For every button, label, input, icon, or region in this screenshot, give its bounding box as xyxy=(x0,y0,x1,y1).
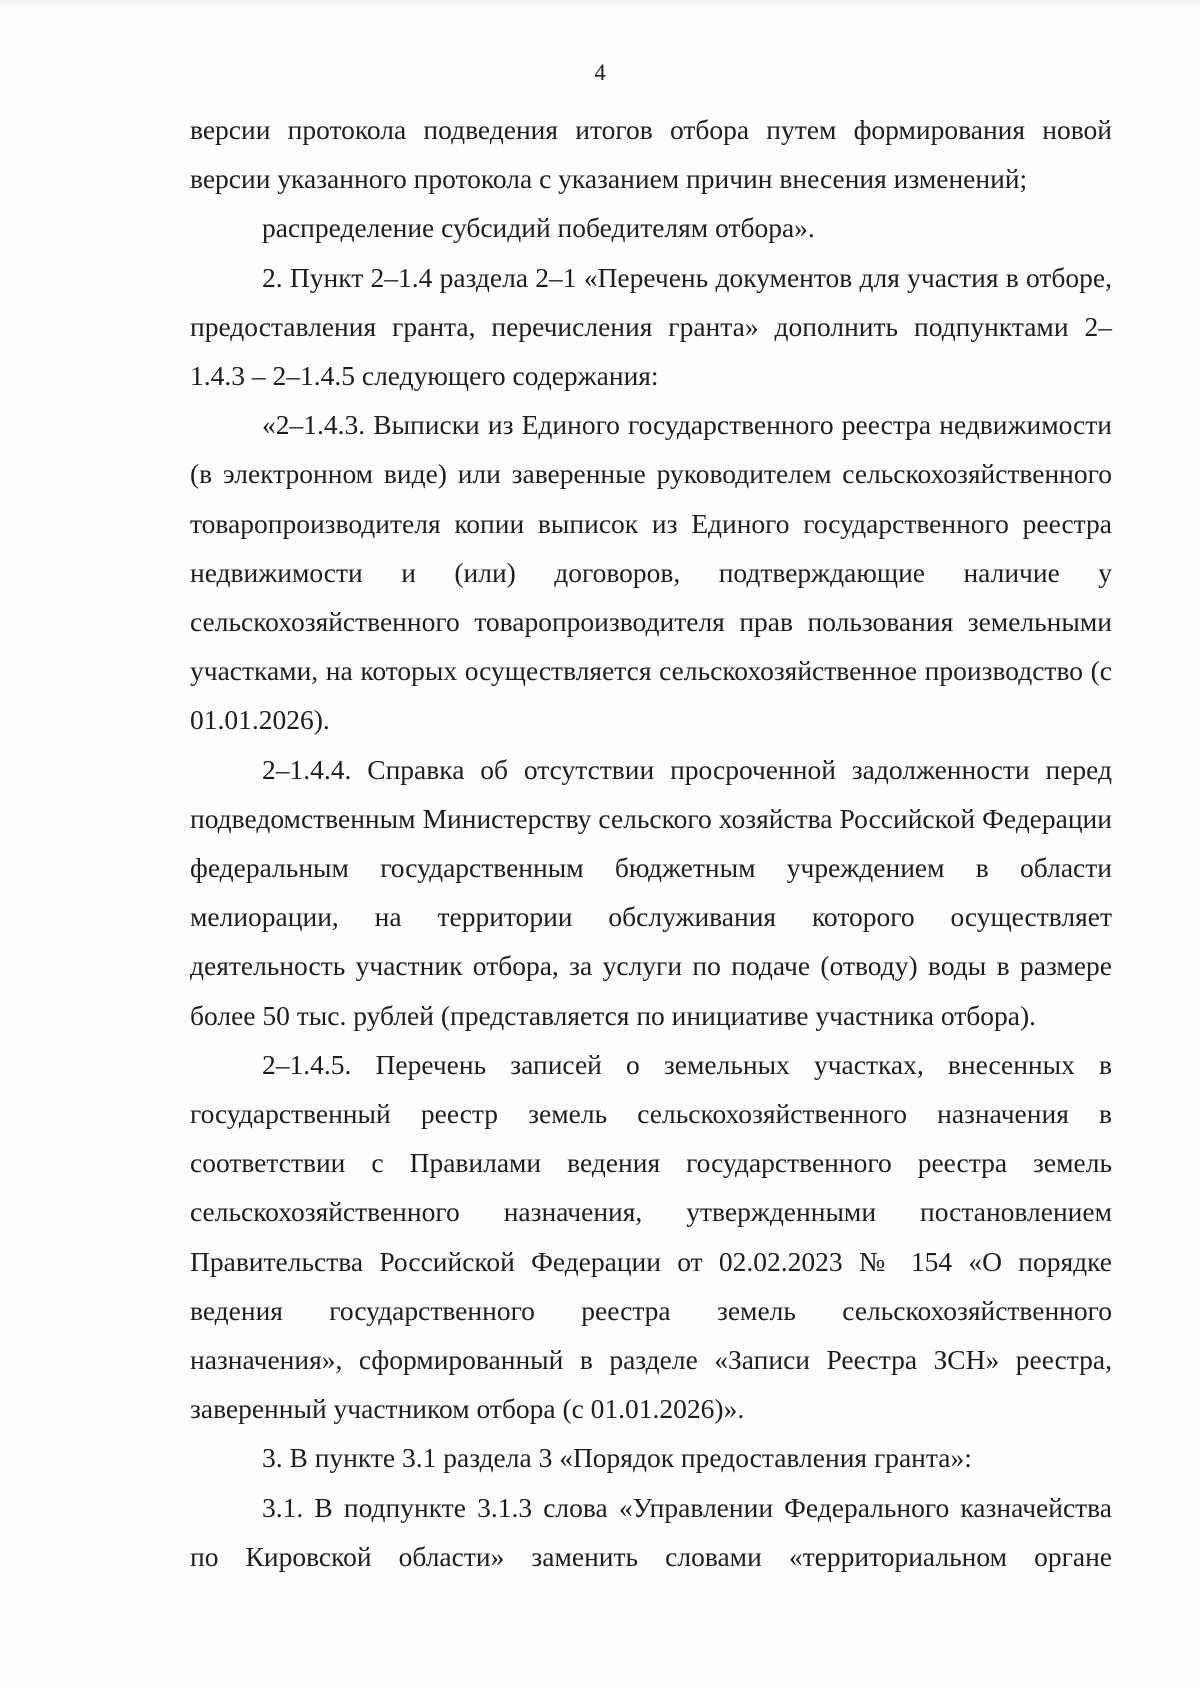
paragraph-item-3-1: 3.1. В подпункте 3.1.3 слова «Управлении Федерального казначейства по Кировской области» заменить словами «территориальном органе xyxy=(190,1491,1112,1572)
paragraph-item-3: 3. В пункте 3.1 раздела 3 «Порядок предоставления гранта»: xyxy=(262,1442,972,1474)
paragraph-item-2-1-4-5: 2–1.4.5. Перечень записей о земельных участках, внесенных в государственный реестр земель сельскохозяйственного назначения в соответствии с Правилами ведения государственного реестра земель сельскохозяйственного назначения, утвержденными постановлением Правительства Российской Федерации от 02.02.2023 № 154 «О порядке ведения государственного реестра земель сельскохозяйственного назначения», сформированный в разделе «Записи Реестра ЗСН» реестра, заверенный участником отбора (с 01.01.2026)». xyxy=(190,1048,1112,1425)
document-body xyxy=(190,105,1112,1581)
paragraph-protocol-version: версии протокола подведения итогов отбора путем формирования новой версии указанного протокола с указанием причин внесения изменений; xyxy=(190,114,1112,195)
paragraph-item-2: 2. Пункт 2–1.4 раздела 2–1 «Перечень документов для участия в отборе, предоставления гранта, перечисления гранта» дополнить подпунктами 2–1.4.3 – 2–1.4.5 следующего содержания: xyxy=(190,261,1112,392)
paragraph-subsidy-distribution: распределение субсидий победителям отбора». xyxy=(262,212,815,244)
page-number: 4 xyxy=(594,60,606,85)
paragraph-item-2-1-4-3: «2–1.4.3. Выписки из Единого государственного реестра недвижимости (в электронном виде) или заверенные руководителем сельскохозяйственного товаропроизводителя копии выписок из Единого государственного реестра недвижимости и (или) договоров, подтверждающие наличие у сельскохозяйственного товаропроизводителя прав пользования земельными участками, на которых осуществляется сельскохозяйственное производство (с 01.01.2026). xyxy=(190,409,1112,736)
scan-edge xyxy=(0,0,1200,8)
paragraph-item-2-1-4-4: 2–1.4.4. Справка об отсутствии просроченной задолженности перед подведомственным Министерству сельского хозяйства Российской Федерации федеральным государственным бюджетным учреждением в области мелиорации, на территории обслуживания которого осуществляет деятельность участник отбора, за услуги по подаче (отводу) воды в размере более 50 тыс. рублей (представляется по инициативе участника отбора). xyxy=(190,753,1112,1031)
